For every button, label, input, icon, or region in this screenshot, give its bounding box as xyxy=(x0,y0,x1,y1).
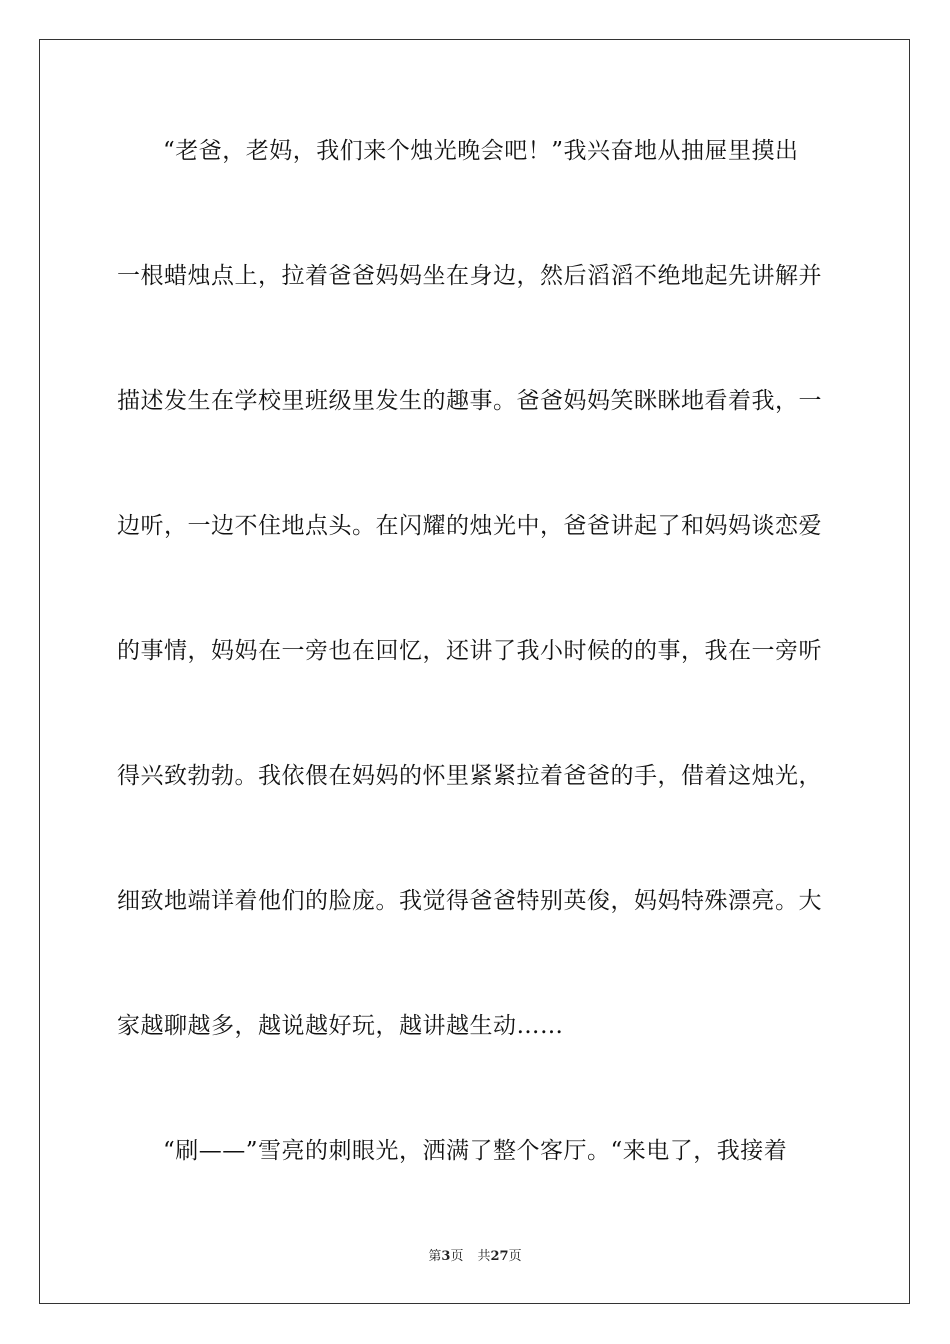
total-pages-number: 27 xyxy=(490,1249,509,1264)
paragraph-1-line-3: 描述发生在学校里班级里发生的趣事。爸爸妈妈笑眯眯地看着我，一 xyxy=(117,388,822,414)
total-prefix: 共 xyxy=(477,1249,491,1264)
current-page-number: 3 xyxy=(441,1249,451,1264)
paragraph-1-line-7: 细致地端详着他们的脸庞。我觉得爸爸特别英俊，妈妈特殊漂亮。大 xyxy=(117,888,822,914)
page-suffix: 页 xyxy=(450,1249,464,1264)
paragraph-1-line-8: 家越聊越多，越说越好玩，越讲越生动…… xyxy=(117,1013,564,1039)
page-border xyxy=(39,39,910,1304)
paragraph-1-line-2: 一根蜡烛点上，拉着爸爸妈妈坐在身边，然后滔滔不绝地起先讲解并 xyxy=(117,263,822,289)
total-suffix: 页 xyxy=(508,1249,522,1264)
paragraph-2-line-1: “刷——”雪亮的刺眼光，洒满了整个客厅。“来电了，我接着 xyxy=(163,1138,788,1164)
page-prefix: 第 xyxy=(428,1249,442,1264)
page-footer xyxy=(0,1248,950,1266)
paragraph-1-line-5: 的事情，妈妈在一旁也在回忆，还讲了我小时候的的事，我在一旁听 xyxy=(117,638,822,664)
paragraph-1-line-4: 边听，一边不住地点头。在闪耀的烛光中，爸爸讲起了和妈妈谈恋爱 xyxy=(117,513,822,539)
paragraph-1-line-1: “老爸，老妈，我们来个烛光晚会吧！”我兴奋地从抽屉里摸出 xyxy=(163,138,799,164)
paragraph-1-line-6: 得兴致勃勃。我依偎在妈妈的怀里紧紧拉着爸爸的手，借着这烛光， xyxy=(117,763,822,789)
